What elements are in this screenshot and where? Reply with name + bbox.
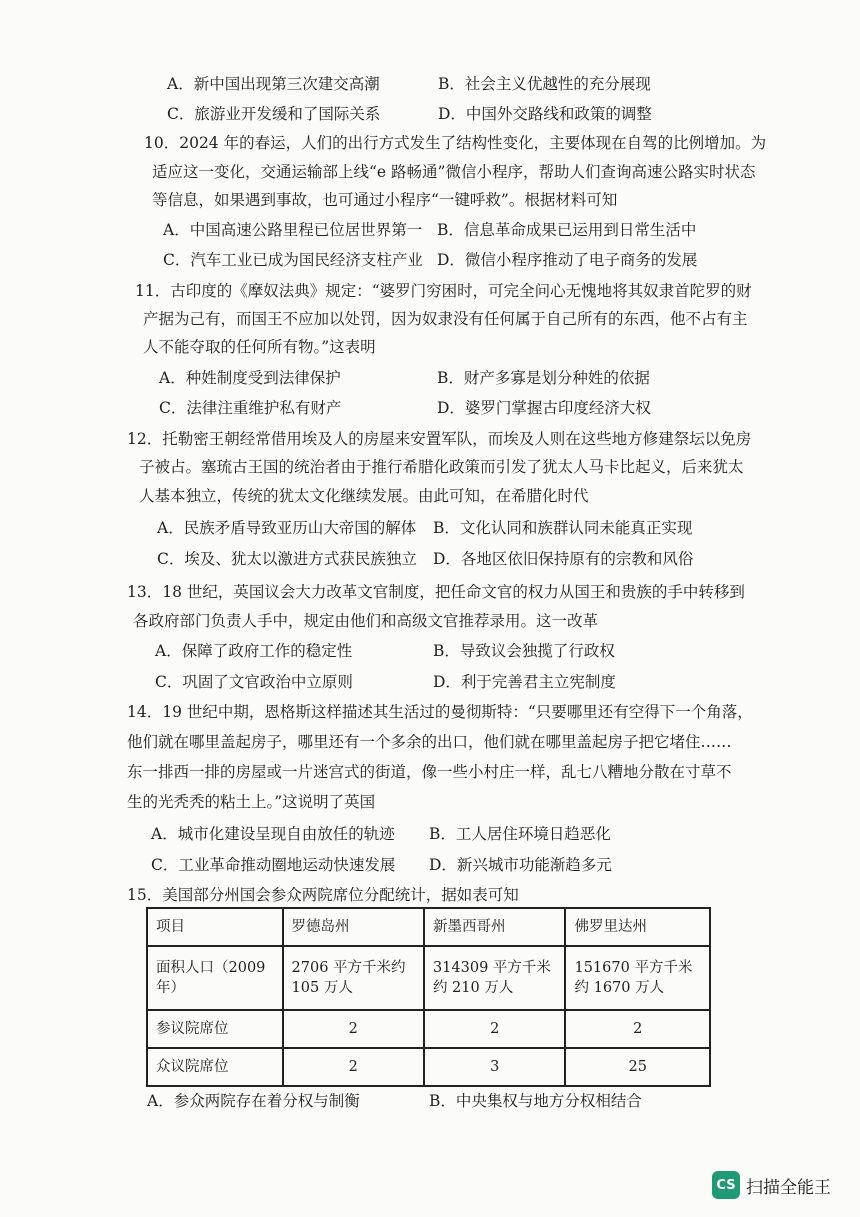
- camscanner-logo-icon: CS: [712, 1171, 740, 1199]
- q12-option-b: B．文化认同和族群认同未能真正实现: [433, 519, 693, 537]
- q11-option-c: C．法律注重维护私有财产: [159, 399, 342, 417]
- q10-stem-line-1: 10．2024 年的春运，人们的出行方式发生了结构性变化，主要体现在自驾的比例增加。为: [144, 134, 767, 152]
- q14-option-c: C．工业革命推动圈地运动快速发展: [151, 856, 396, 874]
- table-header-cell: 新墨西哥州: [424, 908, 566, 946]
- q9-option-b: B．社会主义优越性的充分展现: [438, 75, 651, 93]
- q10-option-a: A．中国高速公路里程已位居世界第一: [163, 221, 423, 239]
- q9-option-d: D．中国外交路线和政策的调整: [438, 105, 652, 123]
- q13-stem-line-1: 13．18 世纪，英国议会大力改革文官制度，把任命文官的权力从国王和贵族的手中转移到: [127, 583, 745, 601]
- table-cell: 参议院席位: [147, 1010, 283, 1048]
- q11-stem-line-3: 人不能夺取的任何所有物。”这表明: [143, 338, 376, 356]
- q14-stem-line-1: 14．19 世纪中期，恩格斯这样描述其生活过的曼彻斯特：“只要哪里还有空得下一个角落，: [127, 703, 753, 721]
- q15-option-b: B．中央集权与地方分权相结合: [429, 1092, 642, 1110]
- q13-option-a: A．保障了政府工作的稳定性: [155, 642, 353, 660]
- q13-option-d: D．利于完善君主立宪制度: [433, 673, 616, 691]
- q14-option-b: B．工人居住环境日趋恶化: [429, 825, 611, 843]
- q15-stem: 15．美国部分州国会参众两院席位分配统计，据如表可知: [127, 886, 519, 904]
- table-cell: 众议院席位: [147, 1048, 283, 1086]
- table-cell: 面积人口（2009年）: [147, 946, 283, 1010]
- q13-option-b: B．导致议会独揽了行政权: [433, 642, 615, 660]
- table-cell: 151670 平方千米约 1670 万人: [565, 946, 710, 1010]
- table-row: [147, 1048, 710, 1086]
- table-cell: 2: [565, 1010, 710, 1048]
- table-row: [147, 946, 710, 1010]
- q14-stem-line-3: 东一排西一排的房屋或一片迷宫式的街道，像一些小村庄一样，乱七八糟地分散在寸草不: [127, 763, 732, 781]
- q9-option-a: A．新中国出现第三次建交高潮: [167, 75, 380, 93]
- q12-stem-line-3: 人基本独立，传统的犹太文化继续发展。由此可知，在希腊化时代: [139, 487, 589, 505]
- table-cell: 2: [424, 1010, 566, 1048]
- q15-option-a: A．参众两院存在着分权与制衡: [147, 1092, 360, 1110]
- table-cell: 2: [283, 1048, 424, 1086]
- q10-stem-line-3: 等信息，如果遇到事故，也可通过小程序“一键呼救”。根据材料可知: [152, 191, 618, 209]
- camscanner-brand-text: 扫描全能王: [746, 1177, 831, 1198]
- q14-option-a: A．城市化建设呈现自由放任的轨迹: [151, 825, 395, 843]
- q14-stem-line-2: 他们就在哪里盖起房子，哪里还有一个多余的出口，他们就在哪里盖起房子把它堵住……: [127, 733, 732, 751]
- table-cell: 2: [283, 1010, 424, 1048]
- camscanner-watermark: [712, 1170, 831, 1200]
- q12-option-d: D．各地区依旧保持原有的宗教和风俗: [433, 550, 694, 568]
- q14-option-d: D．新兴城市功能渐趋多元: [429, 856, 612, 874]
- table-cell: 3: [424, 1048, 566, 1086]
- q13-stem-line-2: 各政府部门负责人手中，规定由他们和高级文官推荐录用。这一改革: [133, 612, 599, 630]
- q14-stem-line-4: 生的光秃秃的粘土上。”这说明了英国: [127, 793, 376, 811]
- table-header-row: [147, 908, 710, 946]
- q10-option-b: B．信息革命成果已运用到日常生活中: [437, 221, 697, 239]
- table-cell: 2706 平方千米约105 万人: [283, 946, 424, 1010]
- q10-stem-line-2: 适应这一变化，交通运输部上线“e 路畅通”微信小程序，帮助人们查询高速公路实时状态: [152, 163, 756, 181]
- q10-option-d: D．微信小程序推动了电子商务的发展: [437, 251, 698, 269]
- senate-house-seats-table: [146, 907, 711, 1087]
- table-cell: 314309 平方千米约 210 万人: [424, 946, 566, 1010]
- table-cell: 25: [565, 1048, 710, 1086]
- table-header-cell: 罗德岛州: [283, 908, 424, 946]
- q12-option-c: C．埃及、犹太以激进方式获民族独立: [157, 550, 417, 568]
- q12-option-a: A．民族矛盾导致亚历山大帝国的解体: [157, 519, 417, 537]
- table-header-cell: 佛罗里达州: [565, 908, 710, 946]
- q11-option-d: D．婆罗门掌握古印度经济大权: [437, 399, 651, 417]
- table-row: [147, 1010, 710, 1048]
- q12-stem-line-2: 子被占。塞琉古王国的统治者由于推行希腊化政策而引发了犹太人马卡比起义，后来犹太: [139, 458, 744, 476]
- table-header-cell: 项目: [147, 908, 283, 946]
- q13-option-c: C．巩固了文官政治中立原则: [155, 673, 353, 691]
- q10-option-c: C．汽车工业已成为国民经济支柱产业: [163, 251, 423, 269]
- q11-stem-line-1: 11．古印度的《摩奴法典》规定：“婆罗门穷困时，可完全问心无愧地将其奴隶首陀罗的财: [135, 282, 752, 300]
- q9-option-c: C．旅游业开发缓和了国际关系: [167, 105, 381, 123]
- q11-option-b: B．财产多寡是划分种姓的依据: [437, 369, 650, 387]
- q12-stem-line-1: 12．托勒密王朝经常借用埃及人的房屋来安置军队，而埃及人则在这些地方修建祭坛以免房: [127, 430, 752, 448]
- q11-stem-line-2: 产据为己有，而国王不应加以处罚，因为奴隶没有任何属于自己所有的东西，他不占有主: [143, 310, 748, 328]
- q11-option-a: A．种姓制度受到法律保护: [159, 369, 341, 387]
